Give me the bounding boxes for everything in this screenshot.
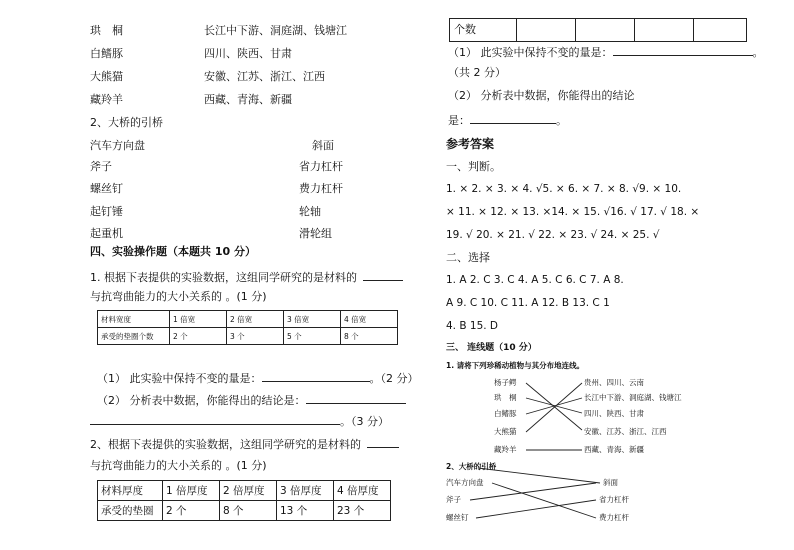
header-cell: 4 倍宽 (341, 311, 398, 328)
question-text: 。 (752, 46, 764, 59)
tool-name: 起钉锤 (90, 205, 123, 218)
match-right-item: 费力杠杆 (599, 513, 629, 522)
question-text: （2） 分析表中数据，你能得出的结论 (448, 89, 635, 102)
animal-place: 西藏、青海、新疆 (204, 93, 292, 106)
header-cell: 2 倍宽 (227, 311, 284, 328)
question-text: 2、大桥的引桥 (446, 462, 497, 471)
answer-line: 4. B 15. D (446, 320, 499, 332)
connector-line (470, 483, 596, 500)
table-cell: 3 个 (227, 328, 284, 345)
header-cell: 1 倍厚度 (163, 481, 220, 501)
question-text: （2） 分析表中数据，你能得出的结论是： (97, 394, 306, 407)
match-right-item: 西藏、青海、新疆 (584, 445, 644, 454)
answers-title: 参考答案 (446, 137, 495, 151)
question-text: 1. 请将下列珍稀动植物与其分布地连线。 (446, 361, 585, 370)
match-left-item: 珙 桐 (494, 393, 517, 402)
connector-line (476, 500, 596, 518)
score-note: （共 2 分） (448, 66, 506, 79)
answer-line: × 11. × 12. × 13. ×14. × 15. √16. √ 17. √ 18. × (446, 206, 700, 218)
machine-name: 滑轮组 (299, 227, 332, 240)
table-cell: 5 个 (284, 328, 341, 345)
match-left-item: 杨子鳄 (494, 378, 517, 387)
animal-place: 四川、陕西、甘肃 (204, 47, 292, 60)
header-cell: 2 倍厚度 (220, 481, 277, 501)
header-cell: 4 倍厚度 (334, 481, 391, 501)
answer-line: 1. × 2. × 3. × 4. √5. × 6. × 7. × 8. √9. × 10. (446, 183, 682, 195)
animal-name: 白鳍豚 (90, 47, 123, 60)
table-cell: 个数 (454, 23, 476, 36)
animal-place: 长江中下游、洞庭湖、钱塘江 (204, 24, 347, 37)
match-right-item: 贵州、四川、云南 (584, 378, 644, 387)
header-cell: 材料厚度 (98, 481, 163, 501)
table-cell: 2 个 (170, 328, 227, 345)
bridge-question-title: 2、大桥的引桥 (90, 116, 163, 129)
match-left-item: 白鳍豚 (494, 409, 517, 418)
header-cell: 1 倍宽 (170, 311, 227, 328)
animal-name: 大熊猫 (90, 70, 123, 83)
table-cell: 8 个 (341, 328, 398, 345)
answer-line: A 9. C 10. C 11. A 12. B 13. C 1 (446, 297, 610, 309)
question-text: 。（2 分） (369, 372, 419, 385)
question-text: 。（3 分） (340, 415, 389, 428)
match-left-item: 螺丝钉 (446, 513, 469, 522)
tool-name: 斧子 (90, 160, 112, 173)
animal-name: 珙 桐 (90, 24, 123, 37)
question-text: 与抗弯曲能力的大小关系的 。(1 分) (90, 290, 267, 303)
match-right-item: 安徽、江苏、浙江、江西 (584, 427, 667, 436)
table-cell: 23 个 (334, 501, 391, 521)
connector-line (492, 483, 596, 518)
header-cell: 3 倍厚度 (277, 481, 334, 501)
match-right-item: 长江中下游、洞庭湖、钱塘江 (584, 393, 682, 402)
machine-name: 省力杠杆 (299, 160, 343, 173)
question-text: 是： (448, 114, 470, 127)
section-title: 三、 连线题（10 分） (446, 343, 537, 353)
match-left-item: 斧子 (446, 495, 461, 504)
answer-line: 1. A 2. C 3. C 4. A 5. C 6. C 7. A 8. (446, 274, 624, 286)
table-cell: 13 个 (277, 501, 334, 521)
question-text: 1. 根据下表提供的实验数据，这组同学研究的是材料的 (90, 271, 357, 284)
question-text: （1） 此实验中保持不变的量是： (448, 46, 613, 59)
section-title: 四、实验操作题（本题共 10 分） (90, 245, 256, 258)
header-cell: 材料宽度 (98, 311, 170, 328)
table-cell: 8 个 (220, 501, 277, 521)
question-text: 与抗弯曲能力的大小关系的 。(1 分) (90, 459, 267, 472)
tool-name: 螺丝钉 (90, 182, 123, 195)
question-text: 。 (556, 114, 567, 127)
tool-name: 起重机 (90, 227, 123, 240)
table-cell: 2 个 (163, 501, 220, 521)
answer-line: 19. √ 20. × 21. √ 22. × 23. √ 24. × 25. √ (446, 229, 660, 241)
section-title: 二、选择 (446, 251, 490, 264)
animal-place: 安徽、江苏、浙江、江西 (204, 70, 325, 83)
tool-name: 汽车方向盘 (90, 139, 145, 152)
match-left-item: 藏羚羊 (494, 445, 517, 454)
match-left-item: 汽车方向盘 (446, 478, 484, 487)
question-text: 2、根据下表提供的实验数据，这组同学研究的是材料的 (90, 438, 361, 451)
question-text: （1） 此实验中保持不变的量是： (97, 372, 262, 385)
section-title: 一、判断。 (446, 160, 501, 173)
table-cell: 承受的垫圈个数 (98, 328, 170, 345)
animal-name: 藏羚羊 (90, 93, 123, 106)
table-cell: 承受的垫圈 (98, 501, 163, 521)
machine-name: 斜面 (312, 139, 334, 152)
match-right-item: 四川、陕西、甘肃 (584, 409, 644, 418)
header-cell: 3 倍宽 (284, 311, 341, 328)
machine-name: 费力杠杆 (299, 182, 343, 195)
machine-name: 轮轴 (299, 205, 321, 218)
match-right-item: 斜面 (603, 478, 618, 487)
match-left-item: 大熊猫 (494, 427, 517, 436)
match-right-item: 省力杠杆 (599, 495, 629, 504)
connector-line (478, 468, 600, 483)
